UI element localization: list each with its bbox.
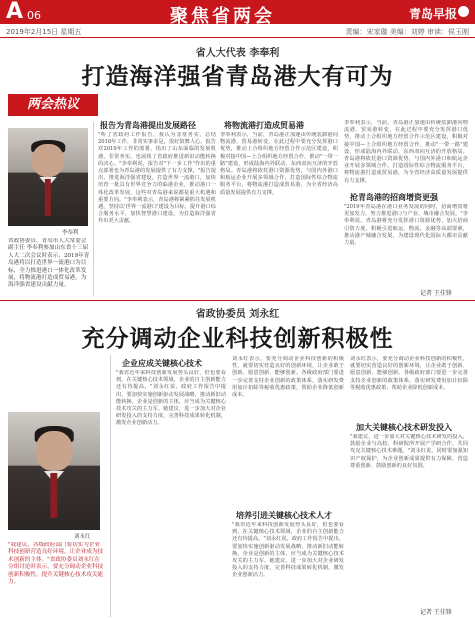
story1-col2-heading: 将物流港打造成贸易港 (224, 121, 304, 130)
brand-icon (458, 6, 469, 17)
story2-col1-heading: 企业应成关键核心技术 (122, 359, 202, 368)
story1-col1-text: "听了省政府工作报告，我认为非常务实，总结2018年工作，非常实事求是，很好鼓舞人心。报告对2019年工作的部署，指出了山东面临的发展机遇，非常务实，也展现了省政府推进新旧动能转换的决心。"李奉利说，报告对"下一步工作"作出的重点部署也为青岛港的发展提供了有力支撑。"报告提出，推进海洋强省建设，打造世界一流港口，加快培育一批具有世界竞争力的临港企业，推动港口一体化改革发展，这些对青岛港来说都是重大机遇和重要方向。"李奉利表示，青岛港将紧紧抓住发展机遇，坚持以'世界一流港口'建设为目标，提升港口综合服务水平，加快智慧港口建设，为打造海洋强省作出更大贡献。 (98, 132, 216, 225)
story2-portrait (8, 412, 100, 530)
story2-col2-text-b: "我省近年来科技创新发展势头良好，但也要看到，在关键核心技术领域，企业的自主创新能力还有待提高。"刘永红说，政府工作报告中提出，要加快实施创新驱动发展战略，推动新旧动能转换。企业是创新的主体，应当成为关键核心技术攻关的主力军。她建议，进一步加大对企业研发投入的支持力度，完善科技成果转化机制，激发企业创新活力。 (232, 522, 344, 579)
story1-kicker: 省人大代表 李奉利 (195, 48, 280, 59)
section-rule (0, 300, 475, 301)
story1-col1-heading: 报告为青岛港提出发展路径 (100, 121, 196, 130)
section-title: 聚焦省两会 (170, 6, 275, 27)
story1-headline: 打造海洋强省青岛港大有可为 (81, 64, 394, 90)
story1-portrait (8, 128, 88, 226)
page-number: 06 (27, 9, 41, 22)
story2-headline: 充分调动企业科技创新积极性 (81, 326, 394, 352)
story2-col3-heading: 加大关键核心技术研发投入 (356, 423, 452, 432)
story2-summary: "我建议，各级政府部门要切实为企业科技创新营造良好环境，让企业成为技术创新的主体。"省政协委员刘永红在分组讨论时表示，要充分调动企业科技创新积极性，提升关键核心技术攻关能力。 (8, 542, 104, 586)
story2-col3-text: "我建议，进一步加大对关键核心技术研发的投入，鼓励企业与高校、科研院所开展产学研合作，共同攻克关键核心技术难题。"刘永红说，同时要加强知识产权保护，为企业创新成果提供有力保障，营造尊重创新、鼓励创新的良好氛围。 (350, 434, 468, 469)
story2-col3-intro: 刘永红表示，要充分调动企业科技创新的积极性，就要切实营造良好的创新环境，让企业敢于创新、愿意创新、能够创新。各级政府部门要进一步完善支持企业创新的政策体系，落实研发费用加计扣除等税收优惠政策，帮助企业降低创新成本。 (350, 356, 468, 391)
story1-summary: 省政协委员、青岛市人大常委会副主任 李奉利参加山东省十三届人大二次会议时表示，2019年青岛港将以打造世界一流港口为目标，全力推进港口一体化改革发展，将物流港打造成贸易港，为海洋强省建设贡献力量。 (8, 238, 90, 289)
editor-credits: 责编：宋家璇 美编：刘婷 审读：侯玉刚 (345, 28, 469, 36)
page-letter: A (6, 0, 24, 24)
brand-logo: 青岛早报 (408, 7, 457, 21)
story1-col3-intro: 李奉利表示，当前，青岛港正加速由传统装卸港向物流港、贸易港转变，在此过程中要充分发挥港口优势，推动上合组织地方经贸合作示范区建设，积极对接中国—上合组织地方经贸合作，推动"一带一路"建设，形成陆海内外联动、东西双向互济的开放格局。青岛港将依托港口资源优势，与国内外港口和航运企业开展多领域合作，打造国际性综合物流服务平台，将物流港打造成贸易港，为全省经济高质量发展提供有力支撑。 (344, 120, 468, 184)
story1-photo-caption: 李奉利 (62, 230, 79, 236)
divider (93, 122, 94, 296)
story2-col2-heading: 培养引进关键核心技术人才 (236, 511, 332, 520)
story1-col3-text: "2019年青岛港在港口业务发展的同时，招商增资将更加发力，努力推进港口与产业、城市融合发展。"李奉利说，青岛港将充分发挥港口资源优势，加大招商引资力度，积极引进航运、物流、金融等高端要素，推动港产城融合发展，为建设现代化国际大都市贡献力量。 (344, 204, 468, 247)
story2-col2-text: 刘永红表示，要充分调动企业科技创新的积极性，就要切实营造良好的创新环境，让企业敢于创新、愿意创新、能够创新。各级政府部门要进一步完善支持企业创新的政策体系，落实研发费用加计扣除等税收优惠政策，帮助企业降低创新成本。 (232, 356, 344, 399)
story1-col3-heading: 抢青岛港的招商增资更强 (350, 193, 438, 202)
story2-col1-text: "我省近年来科技创新发展势头良好，但也要看到，在关键核心技术领域，企业的自主创新能力还有待提高。"刘永红说，政府工作报告中提出，要加快实施创新驱动发展战略，推动新旧动能转换。企业是创新的主体，应当成为关键核心技术攻关的主力军。她建议，进一步加大对企业研发投入的支持力度，完善科技成果转化机制，激发企业创新活力。 (116, 370, 226, 427)
story2-kicker: 省政协委员 刘永红 (195, 309, 280, 320)
top-rule (0, 37, 475, 38)
story2-byline: 记者 王佳锋 (420, 609, 452, 616)
story1-badge: 两会热议 (8, 94, 98, 116)
subline (0, 25, 475, 37)
story1-col2-text: 李奉利表示，当前，青岛港正加速由传统装卸港向物流港、贸易港转变，在此过程中要充分发挥港口优势，推动上合组织地方经贸合作示范区建设，积极对接中国—上合组织地方经贸合作，推动"一带一路"建设，形成陆海内外联动、东西双向互济的开放格局。青岛港将依托港口资源优势，与国内外港口和航运企业开展多领域合作，打造国际性综合物流服务平台，将物流港打造成贸易港，为全省经济高质量发展提供有力支撑。 (220, 132, 338, 196)
story1-byline: 记者 王佳锋 (420, 290, 452, 297)
masthead (0, 0, 475, 27)
issue-date: 2019年2月15日 星期五 (6, 28, 82, 36)
story2-photo-caption: 刘永红 (74, 534, 91, 540)
divider (110, 355, 111, 617)
